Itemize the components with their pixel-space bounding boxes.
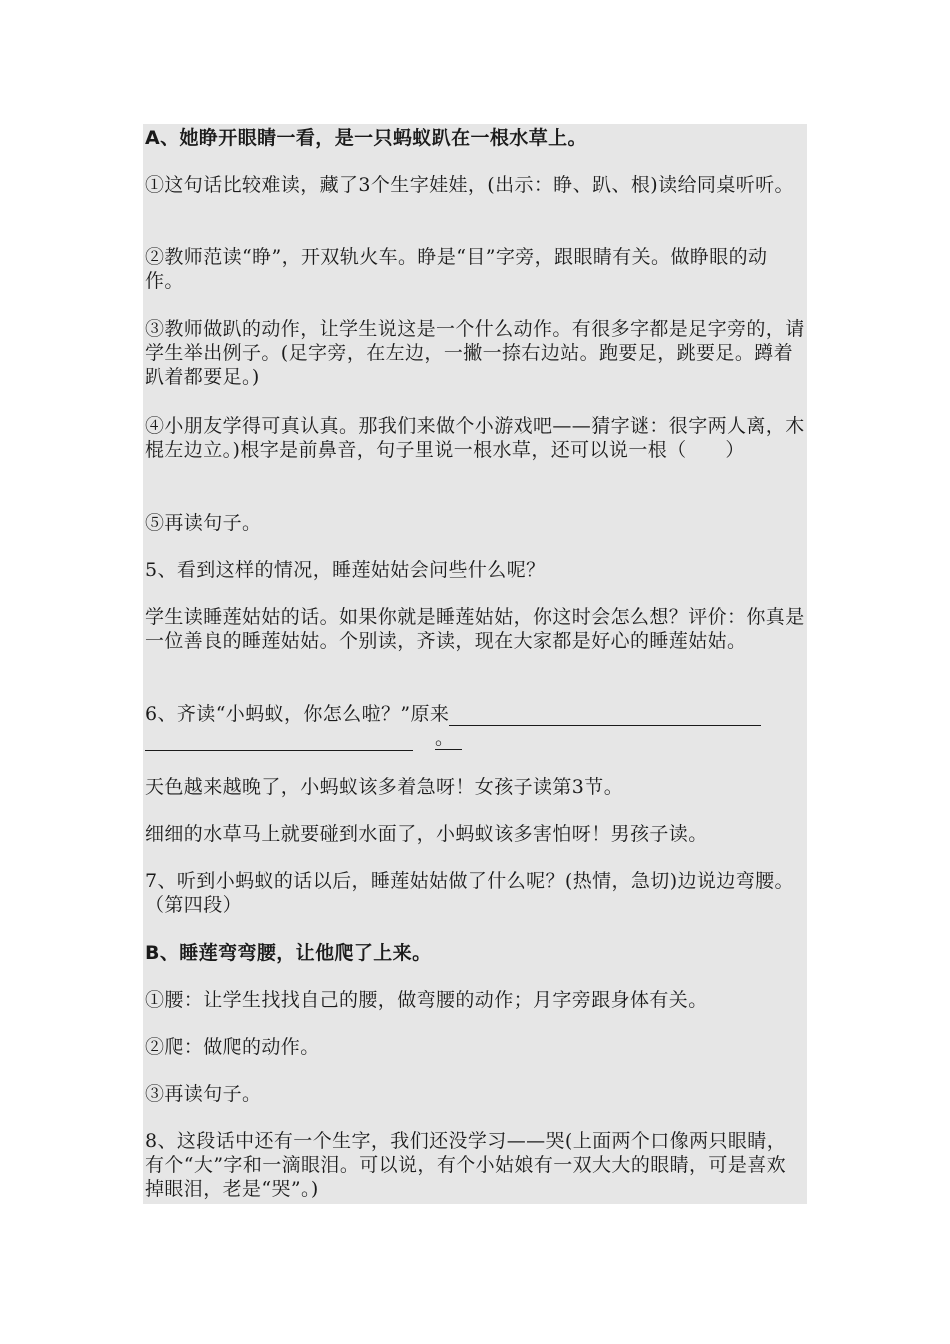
step-a1: ①这句话比较难读，藏了3个生字娃娃，(出示：睁、趴、根)读给同桌听听。 (145, 174, 794, 196)
question-5: 5、看到这样的情况，睡莲姑姑会问些什么呢？ (145, 559, 546, 581)
grass-touches: 细细的水草马上就要碰到水面了，小蚂蚁该多害怕呀！男孩子读。 (145, 823, 708, 845)
question-6 (145, 702, 805, 751)
heading-b: B、睡莲弯弯腰，让他爬了上来。 (145, 942, 432, 964)
step-b2: ②爬：做爬的动作。 (145, 1036, 320, 1058)
step-b1: ①腰：让学生找找自己的腰，做弯腰的动作；月字旁跟身体有关。 (145, 989, 708, 1011)
question-8: 8、这段话中还有一个生字，我们还没学习——哭(上面两个口像两只眼睛，有个“大”字和一滴眼泪。可以说，有个小姑娘有一双大大的眼睛，可是喜欢掉眼泪，老是“哭”。) (145, 1130, 787, 1200)
step-a4: ④小朋友学得可真认真。那我们来做个小游戏吧——猜字谜：很字两人离，木棍左边立。)根字是前鼻音，句子里说一根水草，还可以说一根（ ） (145, 415, 805, 461)
fill-in-blank-line (449, 705, 761, 726)
question-6-text: 6、齐读“小蚂蚁，你怎么啦？”原来 (145, 703, 450, 725)
fill-in-blank-line-continued (145, 730, 413, 751)
question-6-end: 。 (435, 727, 462, 750)
question-7: 7、听到小蚂蚁的话以后，睡莲姑姑做了什么呢？(热情，急切)边说边弯腰。（第四段） (145, 870, 794, 916)
step-a3: ③教师做趴的动作，让学生说这是一个什么动作。有很多字都是足字旁的，请学生举出例子。(足字旁，在左边，一撇一捺右边站。跑要足，跳要足。蹲着趴着都要足。) (145, 318, 805, 388)
step-b3: ③再读句子。 (145, 1083, 262, 1105)
student-read: 学生读睡莲姑姑的话。如果你就是睡莲姑姑，你这时会怎么想？评价：你真是一位善良的睡莲姑姑。个别读，齐读，现在大家都是好心的睡莲姑姑。 (145, 606, 805, 652)
step-a5: ⑤再读句子。 (145, 512, 262, 534)
highlighted-text-block (143, 124, 807, 1204)
heading-a: A、她睁开眼睛一看，是一只蚂蚁趴在一根水草上。 (145, 127, 587, 149)
night-falls: 天色越来越晚了，小蚂蚁该多着急呀！女孩子读第3节。 (145, 776, 624, 798)
step-a2: ②教师范读“睁”，开双轨火车。睁是“目”字旁，跟眼睛有关。做睁眼的动作。 (145, 246, 768, 292)
